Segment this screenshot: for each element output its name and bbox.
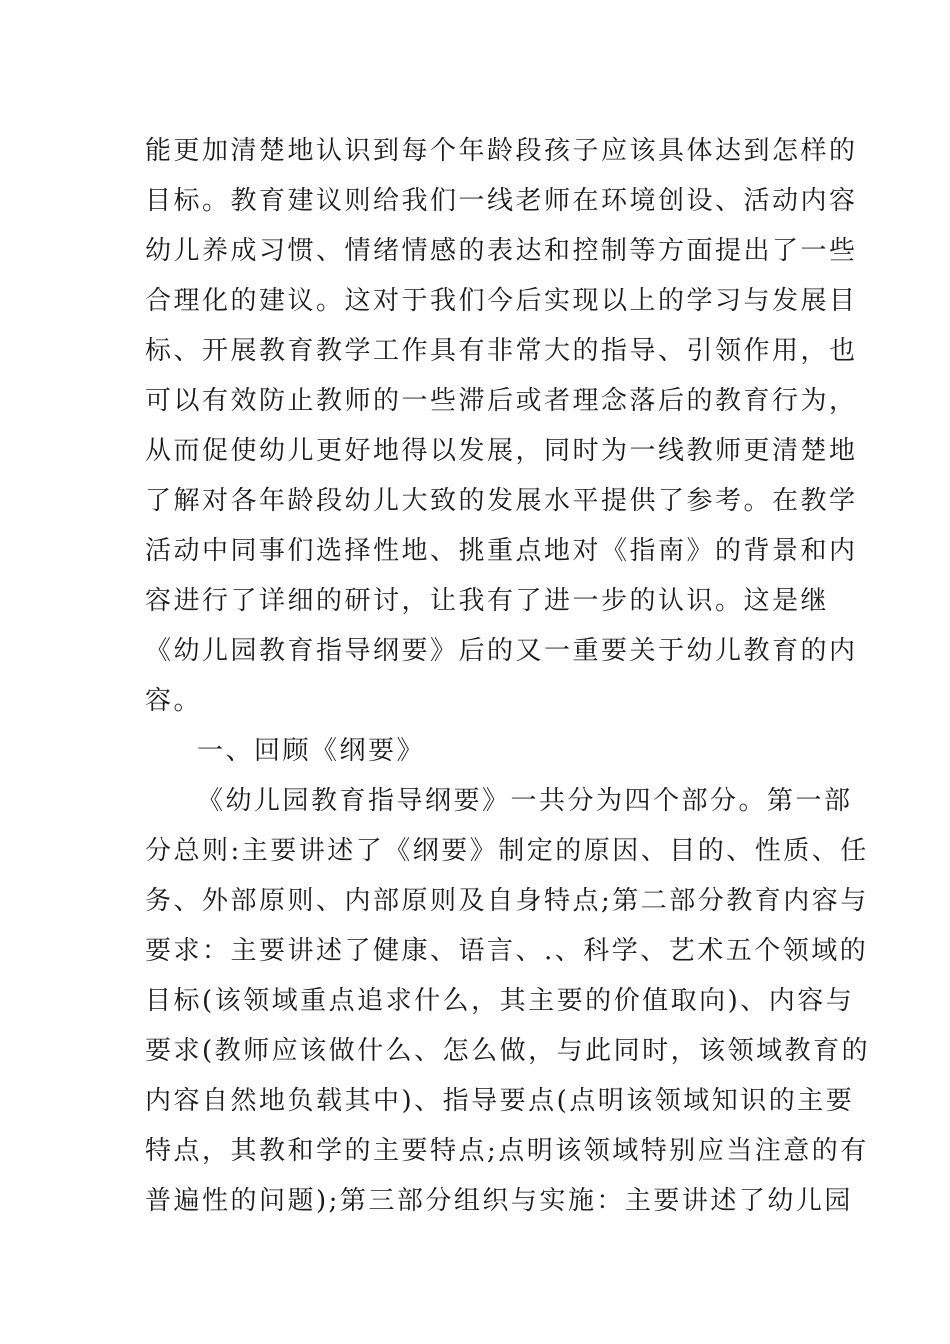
body-text-line: 要求(教师应该做什么、怎么做，与此同时，该领域教育的 — [145, 1036, 871, 1066]
body-text-line: 能更加清楚地认识到每个年龄段孩子应该具体达到怎样的 — [145, 136, 858, 166]
body-text-line: 从而促使幼儿更好地得以发展，同时为一线教师更清楚地 — [145, 436, 858, 466]
body-text-line: 幼儿养成习惯、情绪情感的表达和控制等方面提出了一些 — [145, 236, 858, 266]
body-text-line: 可以有效防止教师的一些滞后或者理念落后的教育行为， — [145, 386, 858, 416]
body-text-line: 了解对各年龄段幼儿大致的发展水平提供了参考。在教学 — [145, 486, 858, 516]
body-text-line: 要求：主要讲述了健康、语言、.、科学、艺术五个领域的 — [145, 936, 869, 966]
paragraph-first-line: 《幼儿园教育指导纲要》一共分为四个部分。第一部 — [197, 786, 853, 816]
body-text-line: 特点，其教和学的主要特点;点明该领域特别应当注意的有 — [145, 1136, 869, 1166]
body-text-line: 《幼儿园教育指导纲要》后的又一重要关于幼儿教育的内 — [145, 636, 858, 666]
body-text-line: 标、开展教育教学工作具有非常大的指导、引领作用，也 — [145, 336, 858, 366]
body-text-line: 普遍性的问题);第三部分组织与实施：主要讲述了幼儿园 — [145, 1186, 853, 1216]
body-text-line: 分总则:主要讲述了《纲要》制定的原因、目的、性质、任 — [145, 836, 869, 866]
body-text-line: 合理化的建议。这对于我们今后实现以上的学习与发展目 — [145, 286, 858, 316]
body-text-line: 务、外部原则、内部原则及自身特点;第二部分教育内容与 — [145, 886, 869, 916]
body-text-line: 内容自然地负载其中)、指导要点(点明该领域知识的主要 — [145, 1086, 855, 1116]
body-text-line: 目标。教育建议则给我们一线老师在环境创设、活动内容 — [145, 186, 858, 216]
section-heading: 一、回顾《纲要》 — [197, 736, 426, 766]
body-text-line: 容。 — [145, 686, 203, 716]
body-text-line: 活动中同事们选择性地、挑重点地对《指南》的背景和内 — [145, 536, 858, 566]
body-text-line: 容进行了详细的研讨，让我有了进一步的认识。这是继 — [145, 586, 830, 616]
body-text-line: 目标(该领域重点追求什么，其主要的价值取向)、内容与 — [145, 986, 855, 1016]
